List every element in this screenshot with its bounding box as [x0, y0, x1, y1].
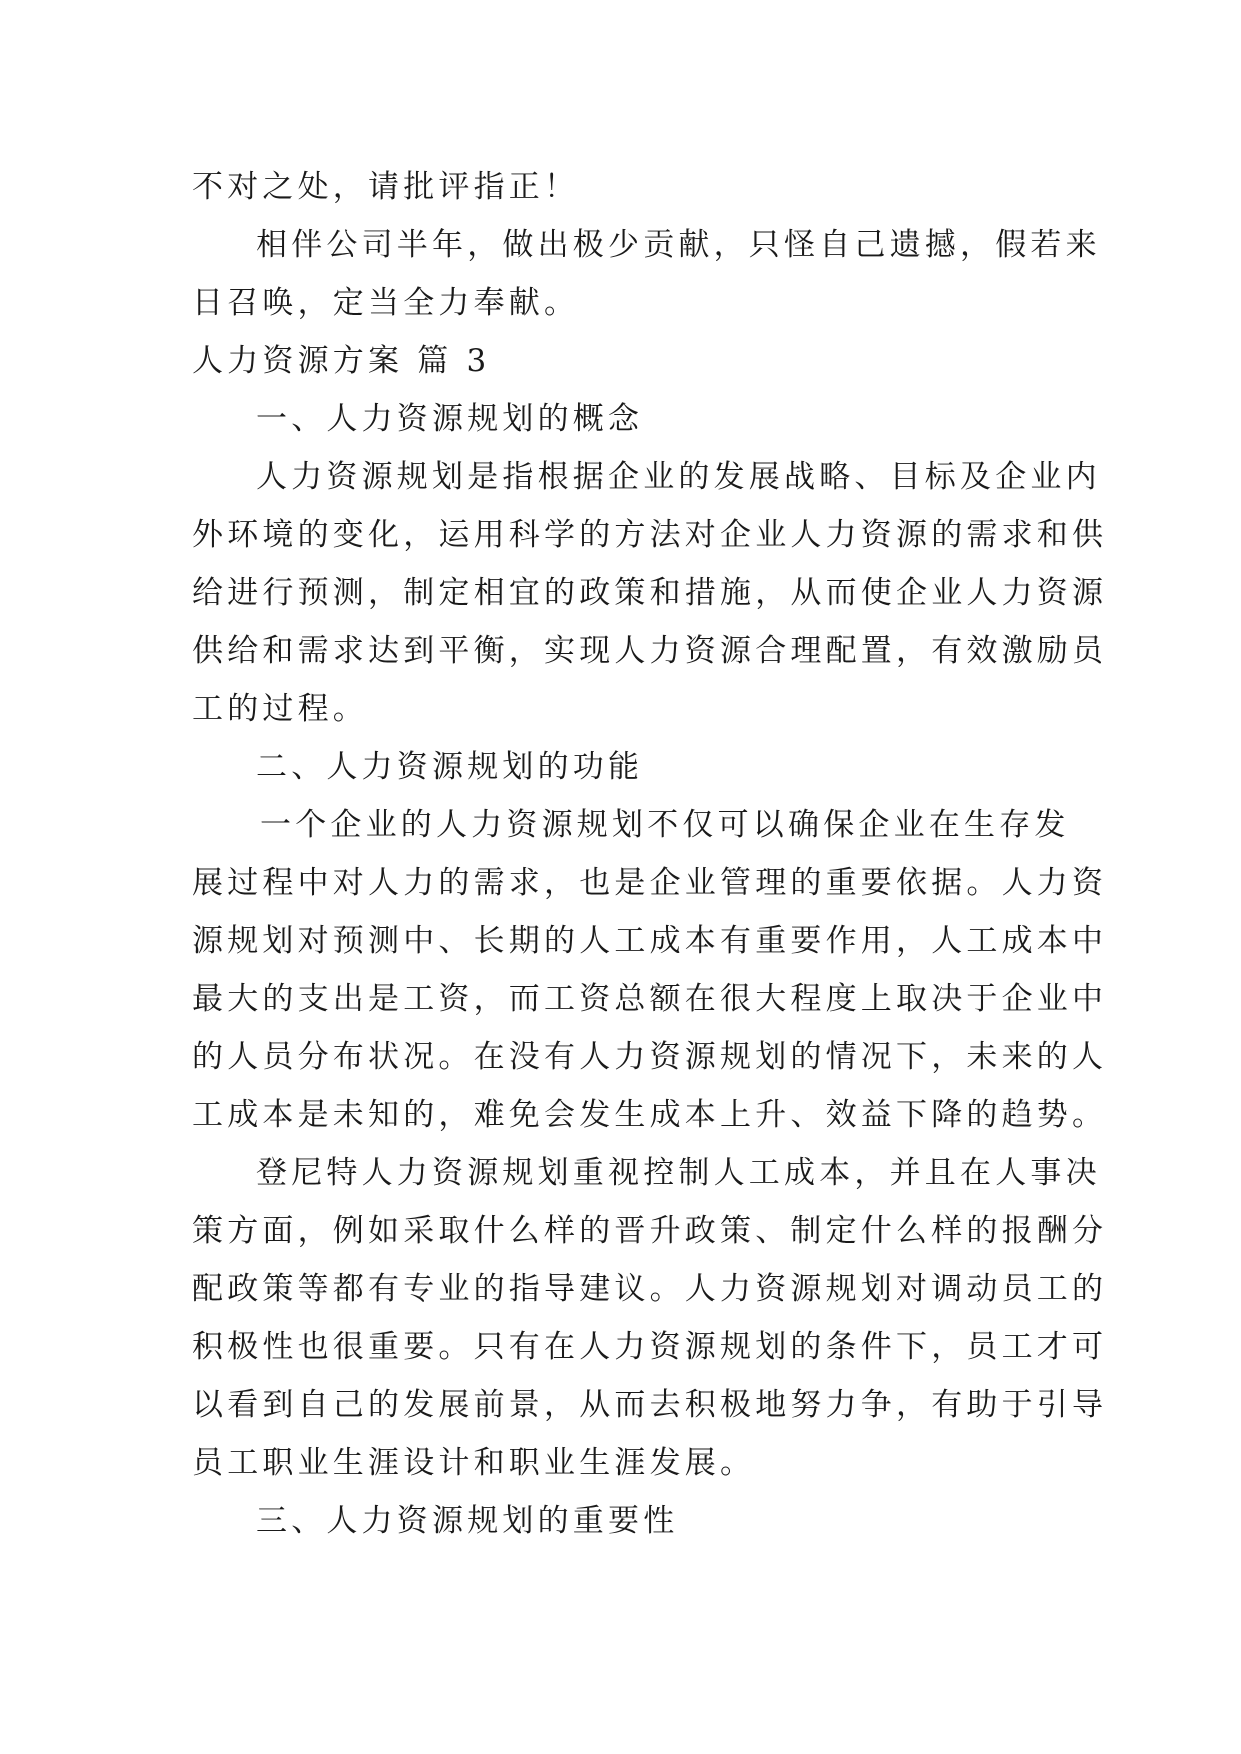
paragraph-first-line: 相伴公司半年，做出极少贡献，只怪自己遗撼，假若来 [256, 227, 1101, 263]
text-line: 策方面，例如采取什么样的晋升政策、制定什么样的报酬分 [192, 1213, 1108, 1249]
heading-function: 二、人力资源规划的功能 [256, 749, 644, 785]
document-body [192, 158, 1108, 1550]
paragraph-first-line: 一个企业的人力资源规划不仅可以确保企业在生存发 [260, 807, 1070, 843]
text-line: 外环境的变化，运用科学的方法对企业人力资源的需求和供 [192, 517, 1108, 553]
heading-concept: 一、人力资源规划的概念 [256, 401, 644, 437]
text-line: 的人员分布状况。在没有人力资源规划的情况下，未来的人 [192, 1039, 1108, 1075]
text-line: 员工职业生涯设计和职业生涯发展。 [192, 1445, 756, 1481]
text-line: 不对之处，请批评指正！ [192, 169, 580, 205]
text-line: 给进行预测，制定相宜的政策和措施，从而使企业人力资源 [192, 575, 1108, 611]
heading-importance: 三、人力资源规划的重要性 [256, 1503, 679, 1539]
text-line: 供给和需求达到平衡，实现人力资源合理配置，有效激励员 [192, 633, 1108, 669]
text-line: 以看到自己的发展前景，从而去积极地努力争，有助于引导 [192, 1387, 1108, 1423]
text-line: 积极性也很重要。只有在人力资源规划的条件下，员工才可 [192, 1329, 1108, 1365]
text-line: 工成本是未知的，难免会发生成本上升、效益下降的趋势。 [192, 1097, 1108, 1133]
text-line: 日召唤，定当全力奉献。 [192, 285, 580, 321]
text-line: 工的过程。 [192, 691, 368, 727]
section-title: 人力资源方案 篇 3 [192, 343, 491, 379]
paragraph-first-line: 登尼特人力资源规划重视控制人工成本，并且在人事决 [256, 1155, 1101, 1191]
paragraph-first-line: 人力资源规划是指根据企业的发展战略、目标及企业内 [256, 459, 1101, 495]
text-line: 展过程中对人力的需求，也是企业管理的重要依据。人力资 [192, 865, 1108, 901]
text-line: 源规划对预测中、长期的人工成本有重要作用，人工成本中 [192, 923, 1108, 959]
text-line: 最大的支出是工资，而工资总额在很大程度上取决于企业中 [192, 981, 1108, 1017]
text-line: 配政策等都有专业的指导建议。人力资源规划对调动员工的 [192, 1271, 1108, 1307]
